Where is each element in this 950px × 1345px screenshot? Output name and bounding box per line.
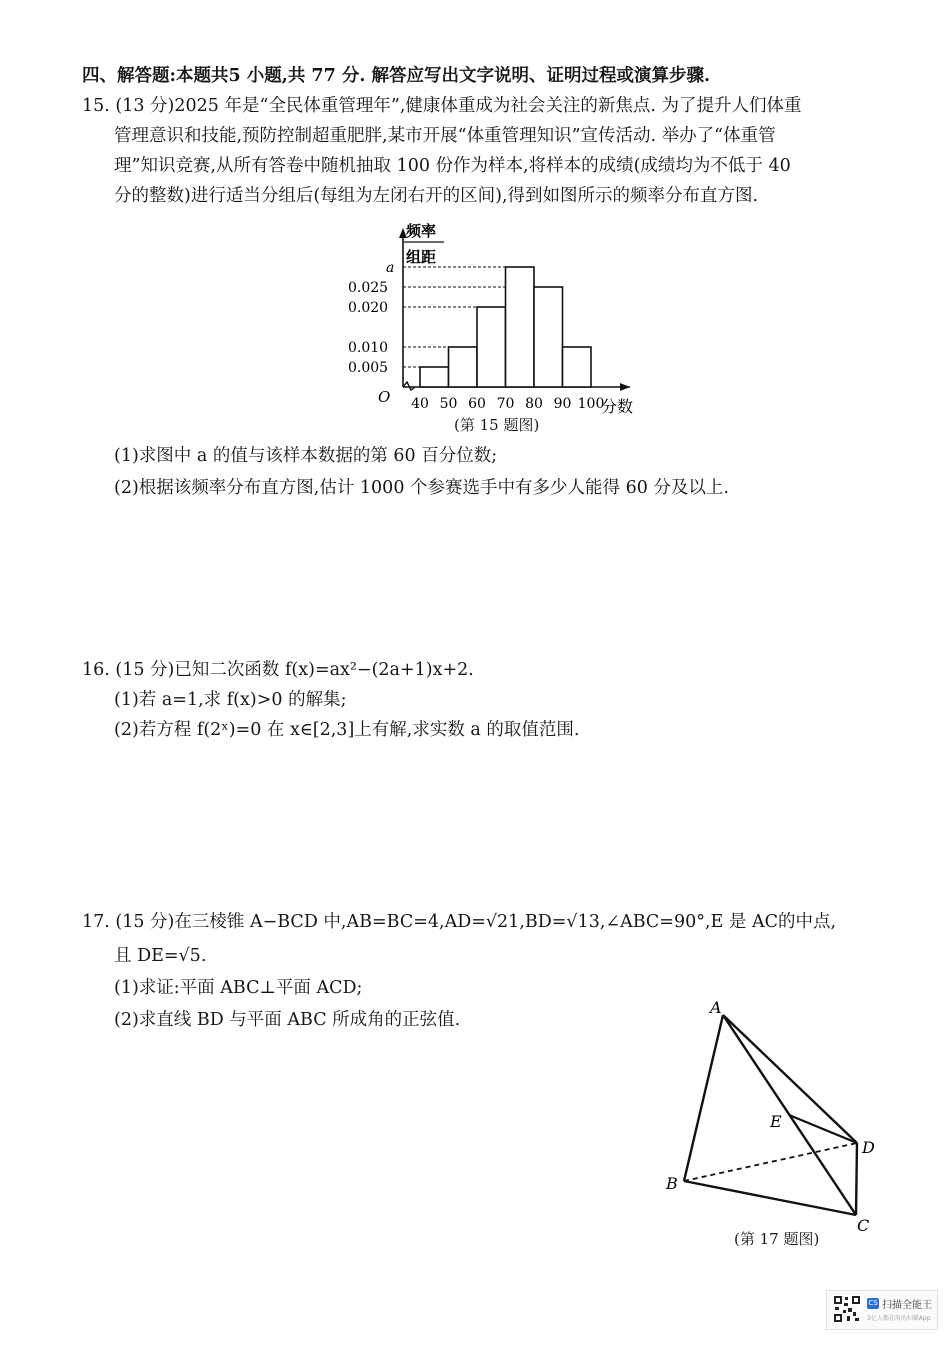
y-tick-label: a [386, 260, 395, 276]
tetrahedron-figure [660, 995, 890, 1235]
q17-part-1: (1)求证:平面 ABC⊥平面 ACD; [114, 978, 363, 998]
q15-line-2: 管理意识和技能,预防控制超重肥胖,某市开展“体重管理知识”宣传活动. 举办了“体重管 [114, 126, 776, 146]
y-axis-label-bottom: 组距 [406, 248, 437, 266]
q15-part-2: (2)根据该频率分布直方图,估计 1000 个参赛选手中有多少人能得 60 分及以上. [114, 478, 729, 498]
y-tick-label: 0.020 [348, 300, 389, 316]
x-tick-label: 100 [577, 396, 605, 412]
q16-part-2: (2)若方程 f(2ˣ)=0 在 x∈[2,3]上有解,求实数 a 的取值范围. [114, 720, 580, 740]
histogram-bar [563, 347, 592, 387]
histogram-bar [420, 367, 449, 387]
q15-line-4: 分的整数)进行适当分组后(每组为左闭右开的区间),得到如图所示的频率分布直方图. [114, 186, 759, 206]
label-E: E [770, 1112, 782, 1131]
axis-break-mark [403, 382, 415, 390]
edge-AD [723, 1015, 857, 1143]
q15-line-1: 15. (13 分)2025 年是“全民体重管理年”,健康体重成为社会关注的新焦点. 为了提升人们体重 [82, 96, 802, 116]
qr-code-icon [833, 1295, 861, 1323]
section-heading: 四、解答题:本题共5 小题,共 77 分. 解答应写出文字说明、证明过程或演算步骤. [82, 66, 711, 86]
x-tick-label: 40 [411, 396, 429, 412]
q15-part-1: (1)求图中 a 的值与该样本数据的第 60 百分位数; [114, 446, 498, 466]
y-axis-label-top: 频率 [406, 222, 437, 240]
x-tick-label: 50 [439, 396, 458, 412]
q17-part-2: (2)求直线 BD 与平面 ABC 所成角的正弦值. [114, 1010, 461, 1030]
edge-AB [684, 1015, 723, 1181]
scanner-watermark [826, 1290, 938, 1330]
x-tick-label: 60 [468, 396, 486, 412]
origin-label: O [378, 388, 391, 406]
edge-BD-hidden [684, 1143, 857, 1181]
histogram-bar [534, 287, 563, 387]
label-D: D [862, 1138, 875, 1157]
x-tick-label: 90 [553, 396, 572, 412]
y-tick-label: 0.025 [348, 280, 389, 296]
q16-stem: 16. (15 分)已知二次函数 f(x)=ax²−(2a+1)x+2. [82, 660, 474, 680]
frequency-histogram [330, 210, 660, 415]
q15-figure-caption: (第 15 题图) [454, 416, 540, 434]
q17-figure-caption: (第 17 题图) [734, 1230, 820, 1248]
scanner-logo: CS [868, 1299, 878, 1307]
q17-stem: 17. (15 分)在三棱锥 A−BCD 中,AB=BC=4,AD=√21,BD=√13,∠ABC=90°,E 是 AC的中点, [82, 912, 837, 932]
edge-BC [684, 1181, 856, 1215]
q16-part-1: (1)若 a=1,求 f(x)>0 的解集; [114, 690, 347, 710]
q15-line-3: 理”知识竞赛,从所有答卷中随机抽取 100 份作为样本,将样本的成绩(成绩均为不低于 40 [114, 156, 791, 176]
x-axis-label: 分数 [601, 397, 634, 415]
scanner-tagline: 3亿人都在用的扫描App [867, 1315, 931, 1322]
label-C: C [857, 1216, 870, 1235]
q17-stem-2: 且 DE=√5. [114, 946, 207, 966]
x-axis-arrow [620, 383, 630, 391]
x-tick-label: 80 [525, 396, 543, 412]
scanner-name: 扫描全能王 [882, 1300, 932, 1311]
x-tick-label: 70 [496, 396, 515, 412]
histogram-bar [449, 347, 478, 387]
edge-CD [856, 1143, 857, 1215]
histogram-bar [477, 307, 506, 387]
histogram-bar [506, 267, 535, 387]
y-tick-label: 0.010 [348, 340, 389, 356]
label-A: A [710, 998, 722, 1017]
y-tick-label: 0.005 [348, 360, 389, 376]
label-B: B [666, 1174, 678, 1193]
